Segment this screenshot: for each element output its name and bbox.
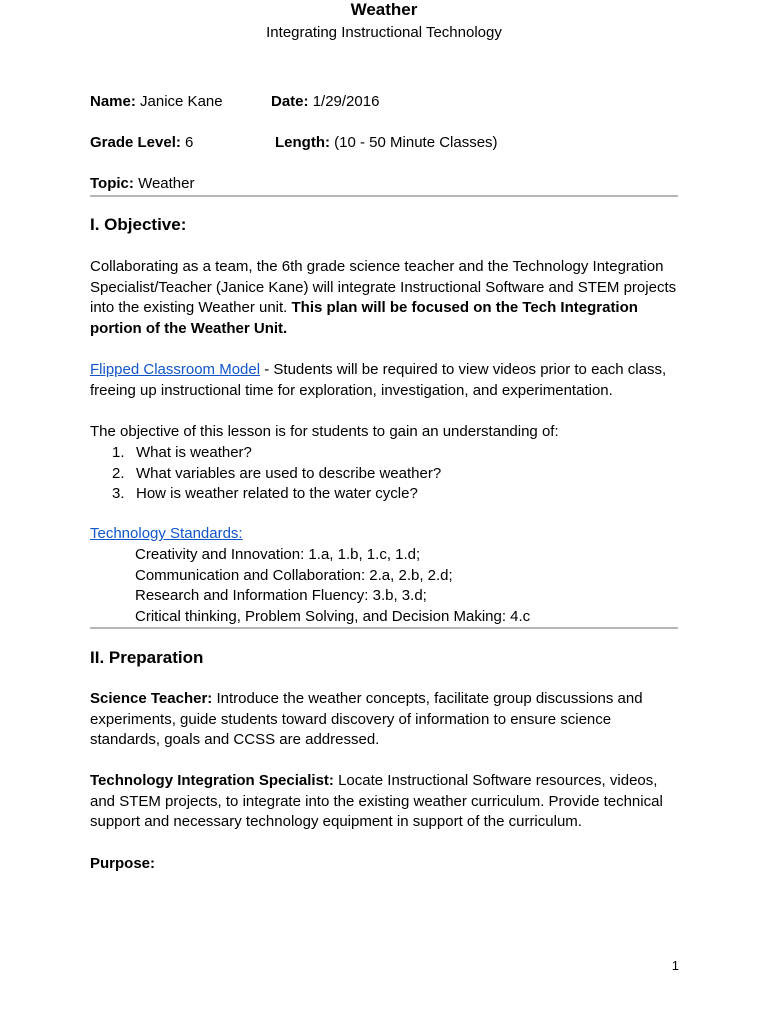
length-field — [275, 133, 498, 153]
name-value: Janice Kane — [140, 93, 223, 110]
document-subtitle: Integrating Instructional Technology — [266, 24, 502, 41]
list-item — [112, 464, 441, 485]
tech-specialist-text: Locate Instructional Software resources, videos, and STEM projects, to integrate into the existing weather curriculum. Provide technical support and necessary technology equipment in support of the curriculum. — [90, 772, 663, 831]
list-item — [112, 443, 441, 464]
standard-item: Research and Information Fluency: 3.b, 3.d; — [135, 587, 427, 605]
topic-field — [90, 174, 194, 194]
section-divider — [90, 627, 678, 629]
purpose-paragraph — [90, 854, 682, 875]
length-value: (10 - 50 Minute Classes) — [334, 134, 498, 151]
science-teacher-text: Introduce the weather concepts, facilitate group discussions and experiments, guide students toward discovery of information to ensure science standards, goals and CCSS are addressed. — [90, 690, 643, 749]
objective-intro-paragraph — [90, 257, 682, 340]
list-number: 2. — [112, 464, 125, 482]
grade-level-field — [90, 133, 193, 153]
standard-item: Critical thinking, Problem Solving, and Decision Making: 4.c — [135, 608, 531, 626]
date-label: Date: — [271, 93, 309, 110]
topic-label: Topic: — [90, 175, 134, 192]
tech-specialist-paragraph — [90, 771, 682, 833]
standard-item: Communication and Collaboration: 2.a, 2.b, 2.d; — [135, 566, 453, 584]
list-item-text: What variables are used to describe weather? — [136, 464, 442, 482]
tech-specialist-label: Technology Integration Specialist: — [90, 772, 334, 789]
objective-question-list — [112, 443, 441, 505]
science-teacher-label: Science Teacher: — [90, 690, 213, 707]
science-teacher-paragraph — [90, 689, 682, 751]
date-field — [271, 92, 379, 112]
purpose-label: Purpose: — [90, 855, 156, 872]
objective-heading: I. Objective: — [90, 215, 187, 234]
preparation-heading: II. Preparation — [90, 648, 204, 667]
objective-intro-text: Collaborating as a team, the 6th grade science teacher and the Technology Integration Specialist/Teacher (Janice Kane) will integrate Instructional Software and STEM projects into the existing Weather unit. — [90, 258, 677, 317]
date-value: 1/29/2016 — [312, 93, 380, 110]
flipped-classroom-text: - Students will be required to view videos prior to each class, freeing up instructional time for exploration, investigation, and experimentation. — [90, 361, 667, 399]
flipped-classroom-paragraph — [90, 360, 682, 401]
list-item — [112, 484, 441, 505]
lesson-objective-intro: The objective of this lesson is for students to gain an understanding of: — [90, 423, 559, 440]
standard-item: Creativity and Innovation: 1.a, 1.b, 1.c, 1.d; — [135, 546, 421, 563]
technology-standards-paragraph — [90, 524, 682, 545]
length-label: Length: — [275, 134, 330, 151]
page-number: 1 — [671, 958, 679, 973]
name-label: Name: — [90, 93, 136, 110]
grade-level-value: 6 — [185, 134, 194, 151]
list-item-text: What is weather? — [136, 444, 252, 461]
document-title: Weather — [350, 0, 418, 19]
flipped-classroom-link[interactable]: Flipped Classroom Model — [90, 361, 261, 378]
topic-value: Weather — [138, 175, 195, 192]
list-number: 3. — [112, 485, 125, 503]
list-item-text: How is weather related to the water cycle? — [136, 485, 418, 503]
technology-standards-link[interactable]: Technology Standards: — [90, 525, 243, 542]
list-number: 1. — [112, 444, 125, 461]
technology-standards-list — [135, 545, 530, 628]
name-field — [90, 92, 223, 112]
objective-intro-bold: This plan will be focused on the Tech Integration portion of the Weather Unit. — [90, 299, 638, 338]
grade-level-label: Grade Level: — [90, 134, 181, 151]
section-divider — [90, 195, 678, 197]
